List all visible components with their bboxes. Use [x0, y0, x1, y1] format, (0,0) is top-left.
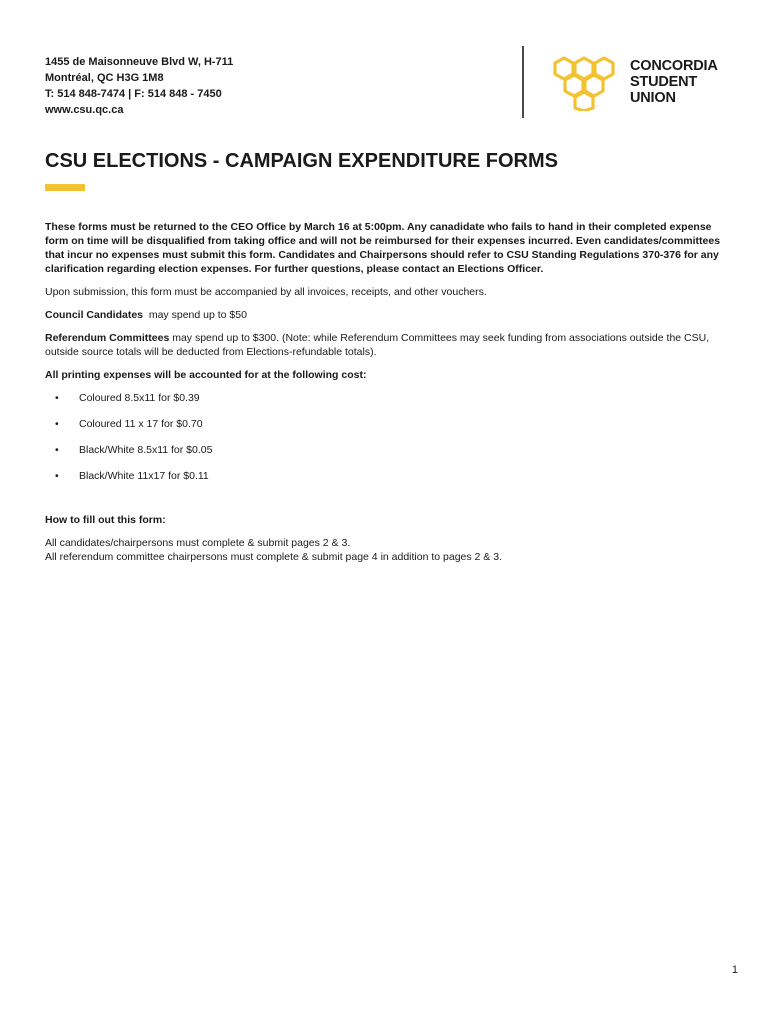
council-label: Council Candidates: [45, 309, 144, 321]
website-link[interactable]: www.csu.qc.ca: [45, 104, 124, 116]
referendum-label: Referendum Committees: [45, 332, 170, 344]
bullet-icon: •: [55, 470, 59, 482]
logo-line: CONCORDIA: [630, 58, 718, 74]
list-item: • Coloured 11 x 17 for $0.70: [55, 418, 203, 430]
address-line: Montréal, QC H3G 1M8: [45, 72, 164, 84]
list-item: • Coloured 8.5x11 for $0.39: [55, 392, 200, 404]
referendum-text: may spend up to $300. (Note: while Referendum Committees may seek funding from associations outside the CSU, outside source totals will be deducted from Elections-refundable totals).: [45, 332, 710, 358]
page-number: 1: [731, 964, 738, 976]
page-title: CSU ELECTIONS - CAMPAIGN EXPENDITURE FORMS: [45, 150, 558, 172]
howto-line: All referendum committee chairpersons must complete & submit page 4 in addition to pages 2 & 3.: [45, 551, 502, 563]
howto-line: All candidates/chairpersons must complete & submit pages 2 & 3.: [45, 537, 351, 549]
howto-instructions: [45, 536, 730, 564]
submission-note: Upon submission, this form must be accompanied by all invoices, receipts, and other vouchers.: [45, 286, 487, 298]
council-spending-rule: [45, 308, 730, 322]
list-item: • Black/White 8.5x11 for $0.05: [55, 444, 213, 456]
printing-heading: All printing expenses will be accounted for at the following cost:: [45, 369, 367, 381]
address-block: [45, 54, 233, 118]
logo-wordmark: [630, 58, 718, 106]
phone-fax-line: T: 514 848-7474 | F: 514 848 - 7450: [45, 88, 222, 100]
honeycomb-logo-icon: [552, 55, 624, 111]
printing-cost-list: [45, 391, 730, 483]
bullet-icon: •: [55, 392, 59, 404]
list-item: • Black/White 11x17 for $0.11: [55, 470, 209, 482]
logo-line: UNION: [630, 90, 676, 106]
header-divider: [522, 46, 524, 118]
intro-paragraph: These forms must be returned to the CEO Office by March 16 at 5:00pm. Any canadidate who fails to hand in their completed expense form on time will be disqualified from taking office and will not be reimbursed for their expenses incurred. Even candidates/committees that incur no expenses must submit this form. Candidates and Chairpersons should refer to CSU Standing Regulations 370-376 for any clarification regarding election expenses. For further questions, please contact an Elections Officer.: [45, 221, 721, 275]
council-text: may spend up to $50: [143, 309, 247, 321]
document-body: [45, 220, 730, 564]
bullet-icon: •: [55, 418, 59, 430]
howto-heading: How to fill out this form:: [45, 514, 166, 526]
address-line: 1455 de Maisonneuve Blvd W, H-711: [45, 56, 234, 68]
referendum-spending-rule: [45, 331, 730, 359]
logo-line: STUDENT: [630, 74, 698, 90]
title-accent-bar: [45, 184, 85, 191]
bullet-icon: •: [55, 444, 59, 456]
